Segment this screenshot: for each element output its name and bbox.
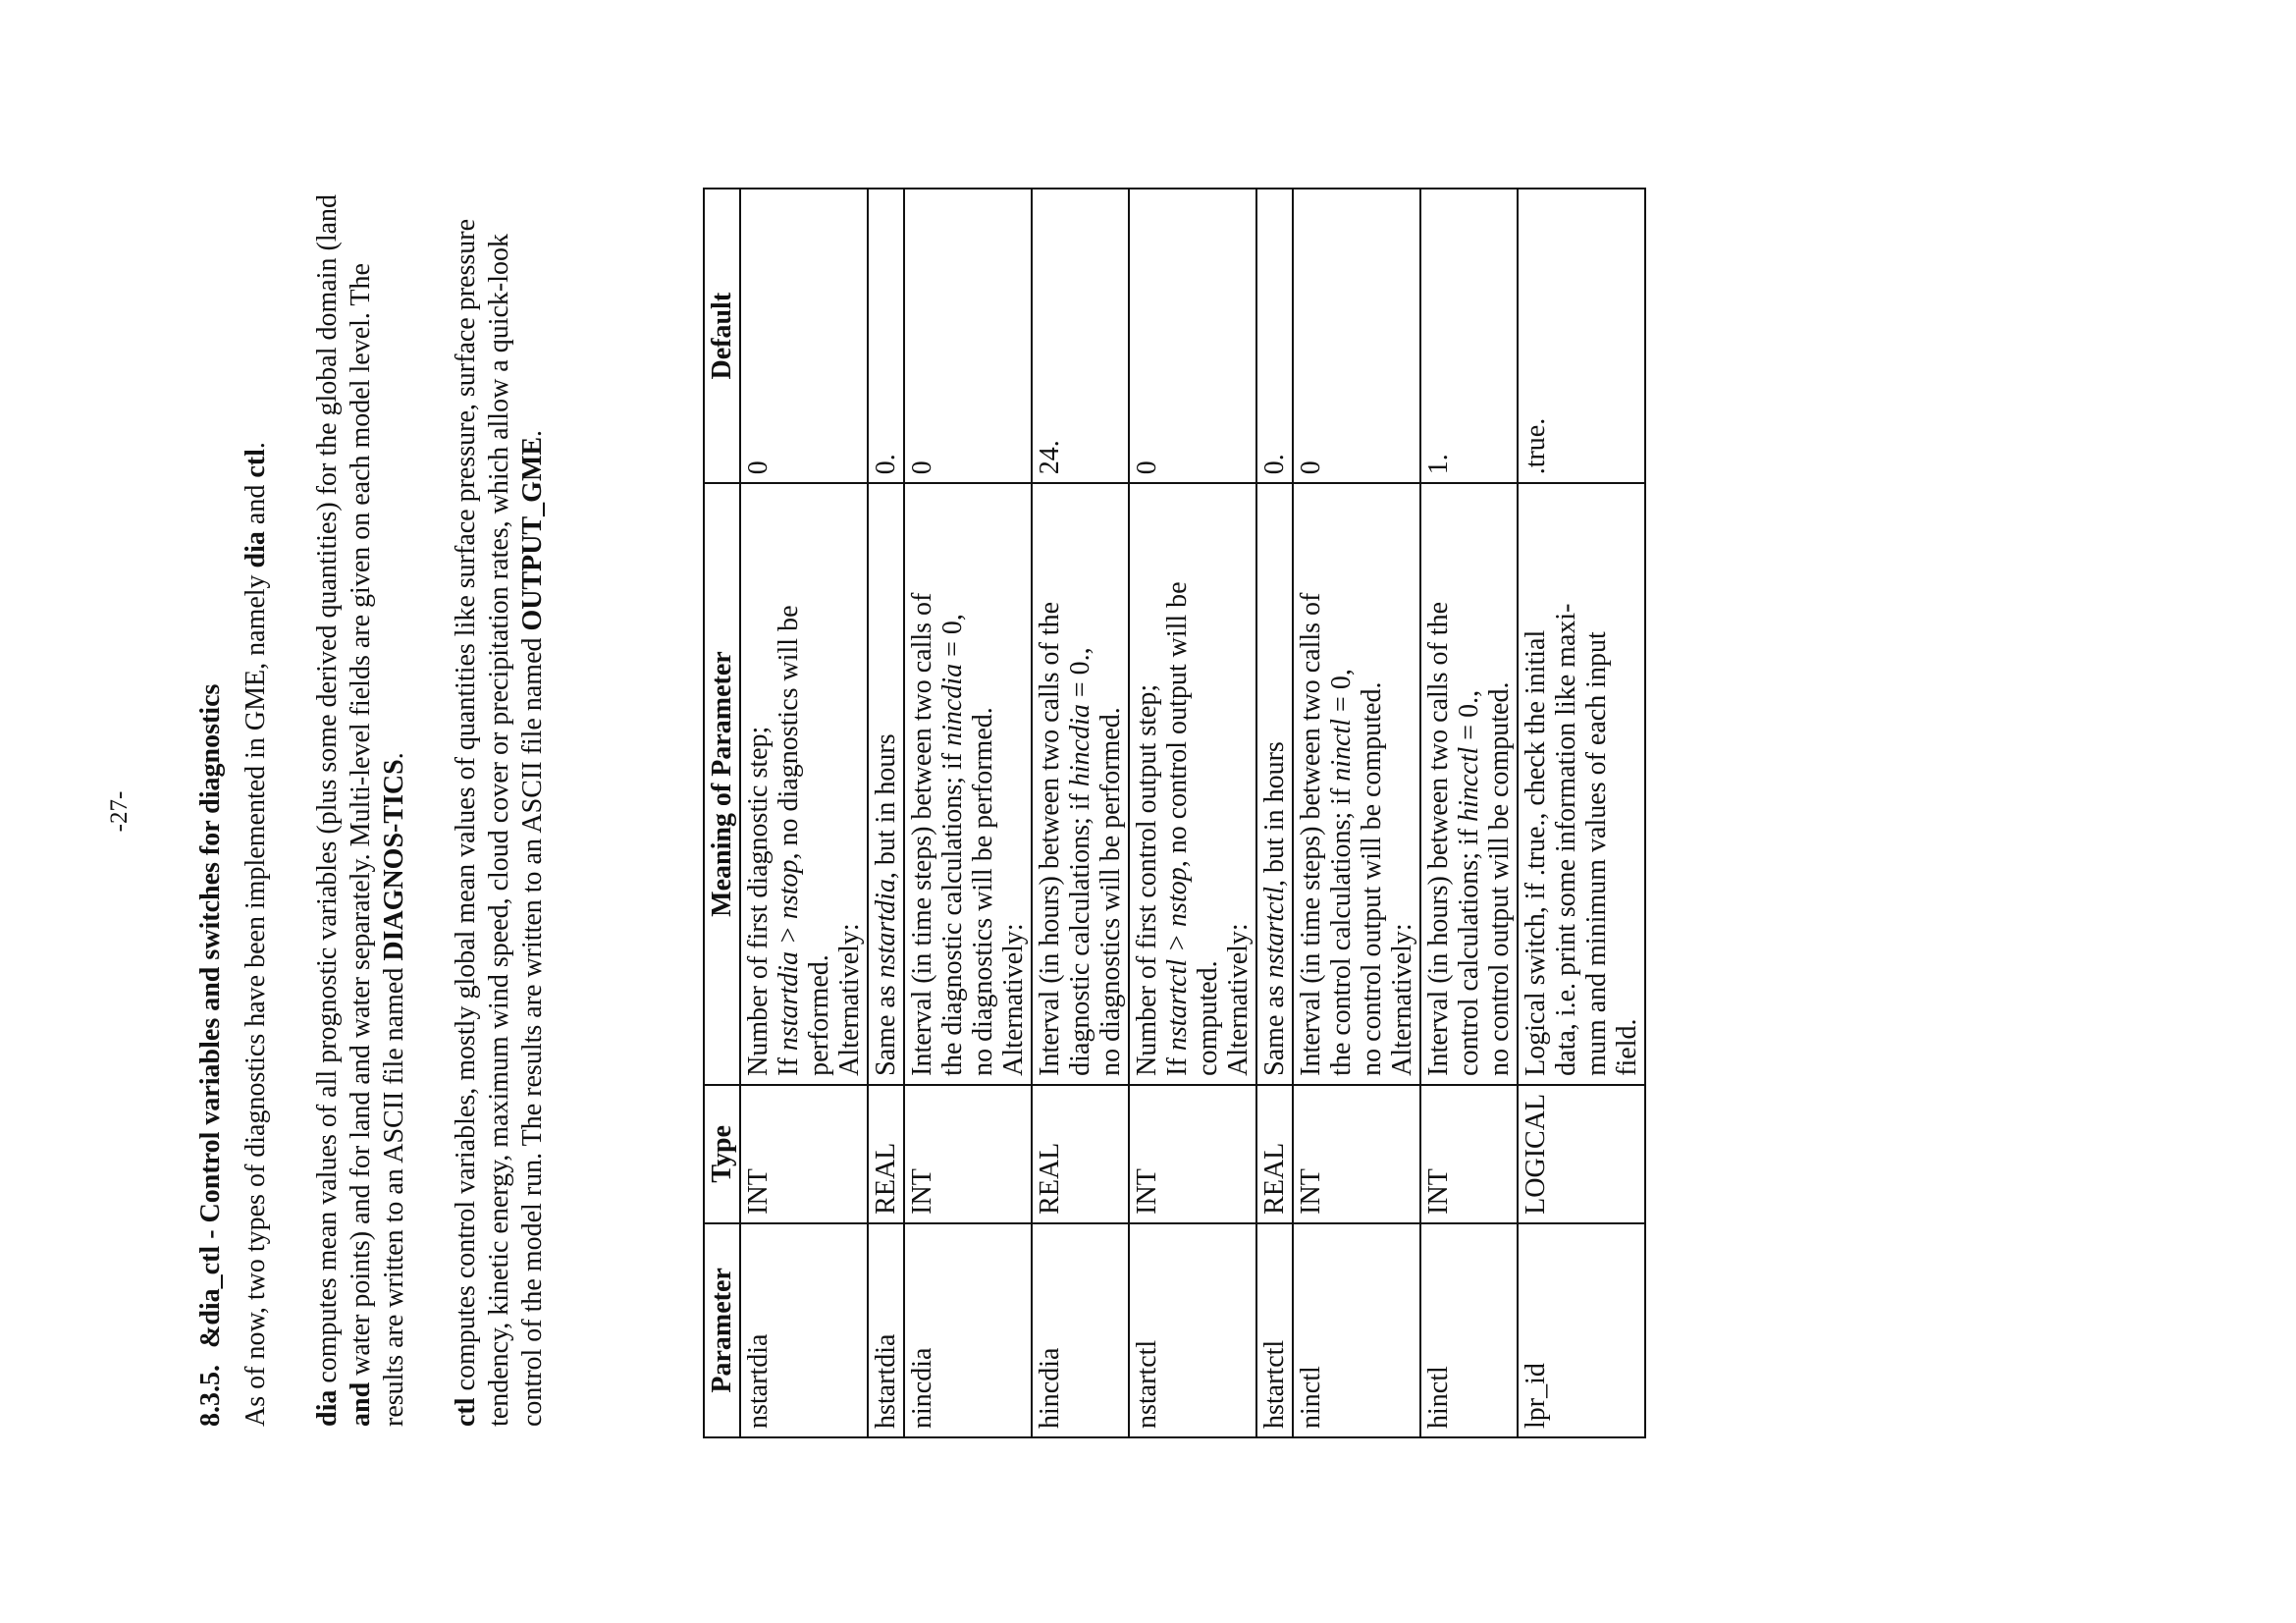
type-cell: LOGICAL [1518, 1085, 1645, 1223]
param-cell: hinctl [1420, 1223, 1518, 1437]
param-cell: nstartdia [740, 1223, 868, 1437]
table-row [740, 189, 868, 1437]
table-row [1420, 189, 1518, 1437]
meaning-cell: Same as nstartdia, but in hours [868, 483, 904, 1085]
default-cell: 24. [1032, 189, 1129, 483]
type-cell: REAL [1256, 1085, 1293, 1223]
default-cell: 0 [1129, 189, 1256, 483]
type-cell: INT [1293, 1085, 1420, 1223]
table-row [1032, 189, 1129, 1437]
param-cell: hstartctl [1256, 1223, 1293, 1437]
default-cell: 0 [740, 189, 868, 483]
table-row [1129, 189, 1256, 1437]
default-cell: 0 [904, 189, 1032, 483]
param-cell: hstartdia [868, 1223, 904, 1437]
meaning-cell: Same as nstartctl, but in hours [1256, 483, 1293, 1085]
table-row [868, 189, 904, 1437]
meaning-cell: Number of first diagnostic step; If nstartdia > nstop, no diagnostics will be performed. Alternatively: [740, 483, 868, 1085]
table-row [904, 189, 1032, 1437]
table-row [1293, 189, 1420, 1437]
section-title: &dia_ctl - Control variables and switches for diagnostics [195, 683, 226, 1348]
parameter-table [703, 188, 1646, 1438]
dia-paragraph: dia computes mean values of all prognostic variables (plus some derived quantities) for the global domain (land and water points) and for land and water separately. Multi-level fields are given on each model level. The results are written to an ASCII file named DIAGNOS-TICS. [312, 193, 409, 1427]
table-row [1518, 189, 1645, 1437]
meaning-cell: Interval (in hours) between two calls of the diagnostic calculations; if hincdia = 0., no diagnostics will be performed. [1032, 483, 1129, 1085]
type-cell: REAL [868, 1085, 904, 1223]
meaning-cell: Logical switch, if .true., check the initial data, i.e. print some information like maxi- mum and minimum values of each input field. [1518, 483, 1645, 1085]
param-cell: nincdia [904, 1223, 1032, 1437]
default-cell: 1. [1420, 189, 1518, 483]
section-heading [194, 185, 228, 1427]
table-row [1256, 189, 1293, 1437]
type-cell: REAL [1032, 1085, 1129, 1223]
table-header-row [704, 189, 740, 1437]
param-cell: hincdia [1032, 1223, 1129, 1437]
param-cell: nstartctl [1129, 1223, 1256, 1437]
type-cell: INT [1129, 1085, 1256, 1223]
header-parameter: Parameter [704, 1223, 740, 1437]
meaning-cell: Interval (in time steps) between two calls of the control calculations; if ninctl = 0, no control output will be computed. Alternatively: [1293, 483, 1420, 1085]
page-number: -27- [106, 790, 133, 833]
meaning-cell: Interval (in hours) between two calls of the control calculations; if hincctl = 0., no control output will be computed. [1420, 483, 1518, 1085]
meaning-cell: Interval (in time steps) between two calls of the diagnostic calculations; if nincdia = 0, no diagnostics will be performed. Alternatively: [904, 483, 1032, 1085]
type-cell: INT [740, 1085, 868, 1223]
intro-paragraph: As of now, two types of diagnostics have been implemented in GME, namely dia and ctl. [240, 442, 271, 1427]
default-cell: 0. [868, 189, 904, 483]
header-default: Default [704, 189, 740, 483]
type-cell: INT [1420, 1085, 1518, 1223]
section-number: 8.3.5. [195, 1365, 226, 1427]
default-cell: .true. [1518, 189, 1645, 483]
header-meaning: Meaning of Parameter [704, 483, 740, 1085]
default-cell: 0 [1293, 189, 1420, 483]
default-cell: 0. [1256, 189, 1293, 483]
ctl-paragraph: ctl computes control variables, mostly global mean values of quantities like surface pressure, surface pressure tendency, kinetic energy, maximum wind speed, cloud cover or precipitation rates, which allow a quick-look control of the model run. The results are written to an ASCII file named OUTPUT_GME. [451, 218, 548, 1427]
param-cell: lpr_id [1518, 1223, 1645, 1437]
type-cell: INT [904, 1085, 1032, 1223]
header-type: Type [704, 1085, 740, 1223]
page-body [194, 185, 588, 1427]
meaning-cell: Number of first control output step; If nstartctl > nstop, no control output will be computed. Alternatively: [1129, 483, 1256, 1085]
param-cell: ninctl [1293, 1223, 1420, 1437]
